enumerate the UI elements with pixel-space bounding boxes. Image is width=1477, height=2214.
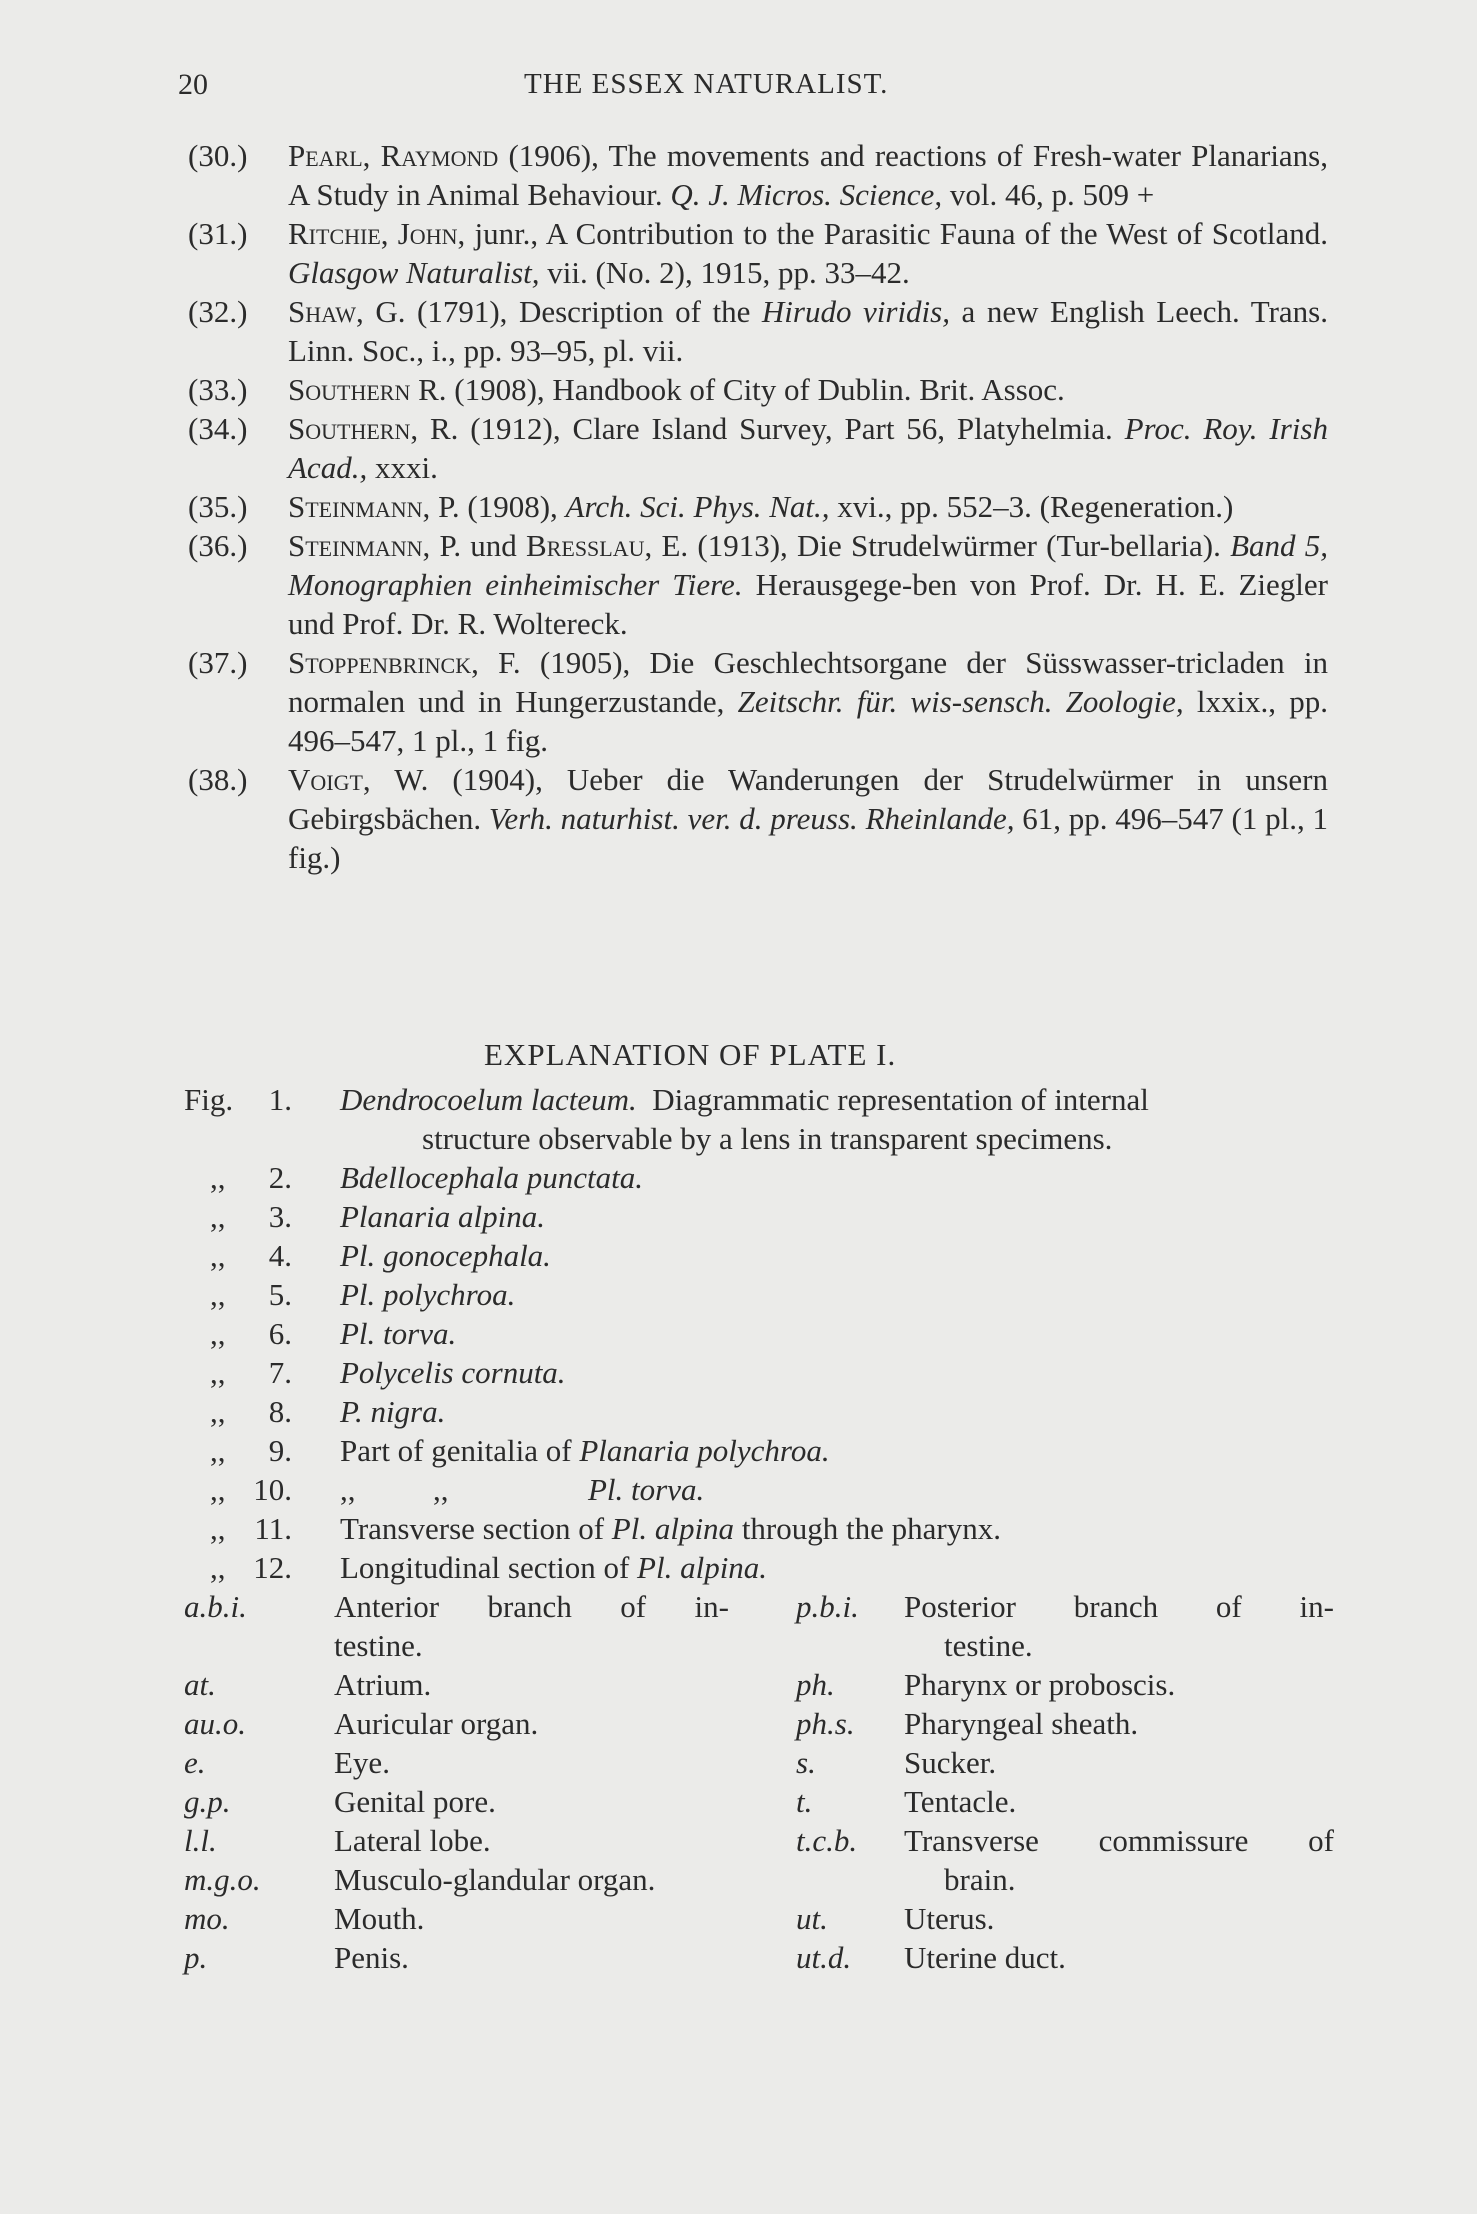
abbreviation-meaning: Sucker. xyxy=(904,1745,997,1780)
figure-description xyxy=(340,1509,1340,1548)
figure-entry xyxy=(184,1509,1334,1548)
figure-text: Longitudinal section of xyxy=(340,1550,638,1585)
reference-text: F. (1905), Die Geschlechtsorgane der Süsswasser-tricladen in normalen und in Hungerzustande, xyxy=(288,645,1328,719)
reference-text: W. (1904), Ueber die Wanderungen der Strudelwürmer in unsern Gebirgsbächen. xyxy=(288,762,1328,836)
figure-description xyxy=(340,1353,1340,1392)
meaning-text: Anterior branch of in- xyxy=(334,1589,729,1624)
reference-34 xyxy=(188,409,1328,487)
reference-coauthor: Bresslau, xyxy=(526,528,653,563)
figure-description xyxy=(340,1470,1340,1509)
figure-entry xyxy=(184,1080,1334,1158)
reference-text: vii. (No. 2), 1915, pp. 33–42. xyxy=(539,255,910,290)
figure-number: 9. xyxy=(268,1433,292,1468)
abbreviation: s. xyxy=(796,1745,816,1780)
abbreviation: l.l. xyxy=(184,1823,217,1858)
reference-text: E. (1913), Die Strudelwürmer (Tur-bellaria). xyxy=(652,528,1231,563)
abbreviation: ph. xyxy=(796,1667,835,1702)
reference-number: (34.) xyxy=(188,411,248,446)
meaning-text-continued: testine. xyxy=(334,1628,423,1663)
ditto-mark: ,, xyxy=(210,1199,226,1234)
abbreviation-meaning: Uterine duct. xyxy=(904,1940,1066,1975)
reference-journal: Verh. naturhist. ver. d. preuss. Rheinlande, xyxy=(488,801,1015,836)
reference-authors: Voigt, xyxy=(288,762,371,797)
reference-journal: Proc. Roy. Irish Acad., xyxy=(288,411,1328,485)
abbreviation-row xyxy=(184,1938,1334,1977)
figure-number: 11. xyxy=(254,1511,292,1546)
reference-journal: Glasgow Naturalist, xyxy=(288,255,540,290)
species-name: Pl. torva. xyxy=(588,1472,705,1507)
ditto-mark: ,, xyxy=(210,1355,226,1390)
species-name: Pl. torva. xyxy=(340,1316,457,1351)
meaning-text-continued: brain. xyxy=(944,1862,1016,1897)
species-name: Pl. alpina xyxy=(611,1511,735,1546)
figure-number: 10. xyxy=(253,1472,292,1507)
reference-text: R. (1912), Clare Island Survey, Part 56, Platyhelmia. xyxy=(418,411,1125,446)
reference-text: lxxix., pp. 496–547, 1 pl., 1 fig. xyxy=(288,684,1328,758)
figure-entry xyxy=(184,1353,1334,1392)
figure-number: 3. xyxy=(268,1199,292,1234)
ditto-mark: ,, xyxy=(210,1511,226,1546)
abbreviation-meaning: Tentacle. xyxy=(904,1784,1017,1819)
reference-authors: Southern, xyxy=(288,411,419,446)
reference-text: a new English Leech. Trans. Linn. Soc., i., pp. 93–95, pl. vii. xyxy=(288,294,1328,368)
abbreviation: mo. xyxy=(184,1901,230,1936)
abbreviation-meaning xyxy=(904,1821,1334,1897)
figure-number: 5. xyxy=(268,1277,292,1312)
abbreviation-meaning: Auricular organ. xyxy=(334,1706,539,1741)
reference-number: (37.) xyxy=(188,645,248,680)
abbreviation-meaning: Lateral lobe. xyxy=(334,1823,491,1858)
reference-number: (36.) xyxy=(188,528,248,563)
figure-entry xyxy=(184,1392,1334,1431)
reference-number: (33.) xyxy=(188,372,248,407)
figure-entry xyxy=(184,1548,1334,1587)
figure-number: 1. xyxy=(268,1082,292,1117)
reference-32 xyxy=(188,292,1328,370)
reference-38 xyxy=(188,760,1328,877)
abbreviation: p.b.i. xyxy=(796,1589,859,1624)
abbreviation: g.p. xyxy=(184,1784,231,1819)
abbreviation-meaning: Genital pore. xyxy=(334,1784,496,1819)
reference-text: xvi., pp. 552–3. (Regeneration.) xyxy=(829,489,1234,524)
figure-entry xyxy=(184,1314,1334,1353)
abbreviation-row xyxy=(184,1899,1334,1938)
abbreviation-row xyxy=(184,1704,1334,1743)
abbreviation-meaning xyxy=(334,1587,729,1663)
reference-text: (1906), The movements and reactions of Fresh-water Planarians, A Study in Animal Behaviour. xyxy=(288,138,1328,212)
figure-entry xyxy=(184,1431,1334,1470)
abbreviation-meaning xyxy=(904,1587,1334,1663)
reference-31 xyxy=(188,214,1328,292)
figure-entry xyxy=(184,1275,1334,1314)
figure-text-continued: structure observable by a lens in transparent specimens. xyxy=(422,1121,1113,1156)
meaning-text-continued: testine. xyxy=(944,1628,1033,1663)
reference-journal: Arch. Sci. Phys. Nat., xyxy=(565,489,830,524)
ditto-mark: ,, xyxy=(210,1238,226,1273)
figure-description xyxy=(340,1314,1340,1353)
reference-text: 61, pp. 496–547 (1 pl., 1 fig.) xyxy=(288,801,1329,875)
species-name: Planaria polychroa. xyxy=(579,1433,830,1468)
figure-description xyxy=(340,1158,1340,1197)
abbreviation: a.b.i. xyxy=(184,1589,247,1624)
reference-authors: Steinmann, xyxy=(288,489,431,524)
abbreviation-row xyxy=(184,1587,1334,1665)
abbreviation-meaning: Penis. xyxy=(334,1940,409,1975)
reference-text: Herausgege-ben von Prof. Dr. H. E. Ziegler und Prof. Dr. R. Woltereck. xyxy=(288,567,1329,641)
reference-37 xyxy=(188,643,1328,760)
abbreviation-table xyxy=(184,1587,1334,1977)
explanation-title: EXPLANATION OF PLATE I. xyxy=(484,1037,897,1072)
reference-authors: Pearl, Raymond xyxy=(288,138,499,173)
ditto-mark: ,, xyxy=(210,1550,226,1585)
abbreviation-row xyxy=(184,1743,1334,1782)
meaning-text: Transverse commissure of xyxy=(904,1823,1334,1858)
ditto-mark: ,, xyxy=(210,1433,226,1468)
ditto-mark: ,, xyxy=(210,1472,226,1507)
abbreviation-meaning: Eye. xyxy=(334,1745,390,1780)
reference-number: (32.) xyxy=(188,294,248,329)
abbreviation: p. xyxy=(184,1940,208,1975)
fig-label: Fig. xyxy=(184,1082,234,1117)
running-title: THE ESSEX NATURALIST. xyxy=(524,68,889,100)
reference-journal: Q. J. Micros. Science, xyxy=(670,177,943,212)
reference-35 xyxy=(188,487,1328,526)
reference-text: vol. 46, p. 509 + xyxy=(942,177,1155,212)
species-name: Polycelis cornuta. xyxy=(340,1355,566,1390)
species-name: Pl. alpina. xyxy=(637,1550,768,1585)
figure-text: through the pharynx. xyxy=(734,1511,1001,1546)
abbreviation-meaning: Pharyngeal sheath. xyxy=(904,1706,1139,1741)
reference-text: R. (1908), Handbook of City of Dublin. Brit. Assoc. xyxy=(410,372,1065,407)
species-name: Bdellocephala punctata. xyxy=(340,1160,644,1195)
figure-number: 2. xyxy=(268,1160,292,1195)
figure-text: Diagrammatic representation of internal xyxy=(652,1082,1149,1117)
reference-authors: Shaw, xyxy=(288,294,364,329)
figure-description xyxy=(340,1548,1340,1587)
abbreviation: au.o. xyxy=(184,1706,246,1741)
reference-text: junr., A Contribution to the Parasitic Fauna of the West of Scotland. xyxy=(465,216,1328,251)
abbreviation: t. xyxy=(796,1784,813,1819)
reference-authors: Ritchie, John, xyxy=(288,216,466,251)
reference-30 xyxy=(188,136,1328,214)
figure-number: 7. xyxy=(268,1355,292,1390)
figure-number: 8. xyxy=(268,1394,292,1429)
species-name: P. nigra. xyxy=(340,1394,446,1429)
abbreviation-row xyxy=(184,1860,1334,1899)
reference-authors: Steinmann, xyxy=(288,528,431,563)
abbreviation: at. xyxy=(184,1667,216,1702)
reference-list xyxy=(188,136,1328,877)
abbreviation-meaning: Atrium. xyxy=(334,1667,432,1702)
abbreviation-meaning: Pharynx or proboscis. xyxy=(904,1667,1176,1702)
reference-number: (30.) xyxy=(188,138,248,173)
abbreviation: ph.s. xyxy=(796,1706,855,1741)
figure-entry xyxy=(184,1197,1334,1236)
abbreviation: t.c.b. xyxy=(796,1823,858,1858)
reference-text: xxxi. xyxy=(367,450,438,485)
species-name: Planaria alpina. xyxy=(340,1199,545,1234)
reference-authors: Stoppenbrinck, xyxy=(288,645,479,680)
figure-text: Transverse section of xyxy=(340,1511,612,1546)
reference-number: (31.) xyxy=(188,216,248,251)
ditto-mark: ,, xyxy=(210,1316,226,1351)
figure-entry xyxy=(184,1158,1334,1197)
figure-description xyxy=(340,1431,1340,1470)
reference-authors: Southern xyxy=(288,372,411,407)
species-name: Pl. polychroa. xyxy=(340,1277,516,1312)
figure-text: ,, ,, xyxy=(340,1472,588,1507)
reference-number: (38.) xyxy=(188,762,248,797)
reference-journal: Zeitschr. für. wis-sensch. Zoologie, xyxy=(737,684,1184,719)
abbreviation-row xyxy=(184,1665,1334,1704)
figure-description xyxy=(340,1275,1340,1314)
figure-number: 4. xyxy=(268,1238,292,1273)
figure-number: 6. xyxy=(268,1316,292,1351)
figure-description xyxy=(340,1236,1340,1275)
species-name: Pl. gonocephala. xyxy=(340,1238,551,1273)
meaning-text: Posterior branch of in- xyxy=(904,1589,1334,1624)
figure-description xyxy=(340,1392,1340,1431)
abbreviation: ut. xyxy=(796,1901,828,1936)
reference-33 xyxy=(188,370,1328,409)
abbreviation: e. xyxy=(184,1745,206,1780)
ditto-mark: ,, xyxy=(210,1160,226,1195)
reference-text: P. und xyxy=(430,528,527,563)
species-name: Dendrocoelum lacteum. xyxy=(340,1082,637,1117)
abbreviation-meaning: Musculo-glandular organ. xyxy=(334,1862,656,1897)
reference-number: (35.) xyxy=(188,489,248,524)
abbreviation: m.g.o. xyxy=(184,1862,261,1897)
abbreviation-meaning: Mouth. xyxy=(334,1901,425,1936)
reference-36 xyxy=(188,526,1328,643)
figure-explanation-list xyxy=(184,1080,1334,1587)
ditto-mark: ,, xyxy=(210,1277,226,1312)
abbreviation-row xyxy=(184,1782,1334,1821)
abbreviation: ut.d. xyxy=(796,1940,852,1975)
reference-text: P. (1908), xyxy=(430,489,566,524)
reference-journal: Hirudo viridis, xyxy=(761,294,950,329)
reference-journal: Band 5, Monographien einheimischer Tiere. xyxy=(288,528,1328,602)
figure-text: Part of genitalia of xyxy=(340,1433,580,1468)
figure-entry xyxy=(184,1236,1334,1275)
ditto-mark: ,, xyxy=(210,1394,226,1429)
abbreviation-meaning: Uterus. xyxy=(904,1901,995,1936)
page-number: 20 xyxy=(178,68,208,101)
figure-entry xyxy=(184,1470,1334,1509)
figure-number: 12. xyxy=(253,1550,292,1585)
reference-text: G. (1791), Description of the xyxy=(363,294,762,329)
figure-description xyxy=(340,1080,1340,1156)
figure-description xyxy=(340,1197,1340,1236)
